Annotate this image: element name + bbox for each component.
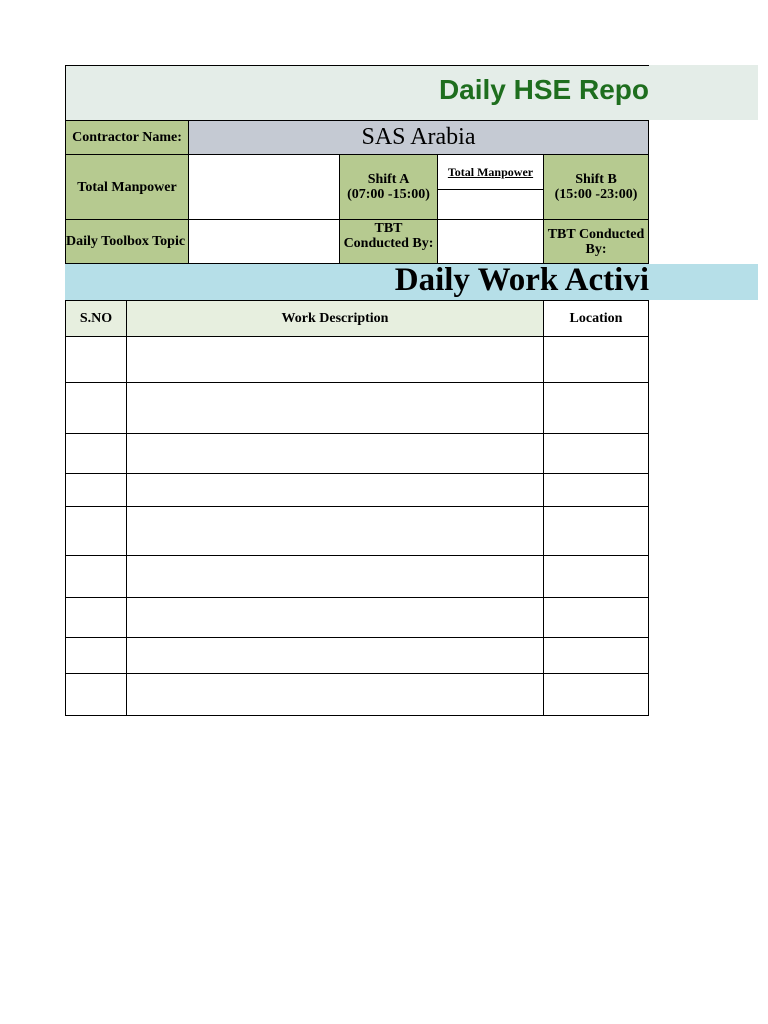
row-work-description-cell[interactable] <box>126 673 544 716</box>
shift-a-hours: (07:00 -15:00) <box>347 187 430 202</box>
row-work-description-cell[interactable] <box>126 506 544 556</box>
tbt-b-line2: By: <box>585 241 607 257</box>
row-work-description-cell[interactable] <box>126 637 544 674</box>
col-header-sno: S.NO <box>65 300 127 337</box>
row-work-description-cell[interactable] <box>126 555 544 598</box>
row-sno-cell[interactable] <box>65 473 127 507</box>
row-work-description-cell[interactable] <box>126 382 544 434</box>
row-sno-cell[interactable] <box>65 336 127 383</box>
report-title: Daily HSE Repo <box>438 74 649 105</box>
total-manpower-label: Total Manpower <box>65 154 189 220</box>
col-header-location: Location <box>543 300 649 337</box>
tbt-b-line1: TBT Conducted <box>547 226 645 242</box>
row-location-cell[interactable] <box>543 382 649 434</box>
shift-total-manpower-label: Total Manpower <box>437 154 544 190</box>
shift-b-hours: (15:00 -23:00) <box>554 187 638 202</box>
row-location-cell[interactable] <box>543 555 649 598</box>
col-header-work-description: Work Description <box>126 300 544 337</box>
shift-total-manpower-value[interactable] <box>437 189 544 220</box>
contractor-name-value[interactable]: SAS Arabia <box>188 120 649 155</box>
row-location-cell[interactable] <box>543 506 649 556</box>
row-location-cell[interactable] <box>543 673 649 716</box>
row-location-cell[interactable] <box>543 336 649 383</box>
shift-b-name: Shift B <box>575 172 617 187</box>
section-title: Daily Work Activi <box>394 264 649 298</box>
total-manpower-value[interactable] <box>188 154 340 220</box>
row-work-description-cell[interactable] <box>126 597 544 638</box>
tbt-a-line2: Conducted By: <box>343 236 434 251</box>
row-location-cell[interactable] <box>543 597 649 638</box>
row-work-description-cell[interactable] <box>126 433 544 474</box>
row-location-cell[interactable] <box>543 637 649 674</box>
row-sno-cell[interactable] <box>65 555 127 598</box>
shift-a-name: Shift A <box>367 172 410 187</box>
row-sno-cell[interactable] <box>65 597 127 638</box>
tbt-conducted-by-a-label <box>339 219 438 264</box>
row-sno-cell[interactable] <box>65 382 127 434</box>
row-work-description-cell[interactable] <box>126 336 544 383</box>
tbt-conducted-by-a-value[interactable] <box>437 219 544 264</box>
row-sno-cell[interactable] <box>65 433 127 474</box>
contractor-name-label: Contractor Name: <box>65 120 189 155</box>
shift-a-label <box>339 154 438 220</box>
tbt-a-line1: TBT <box>374 221 403 236</box>
section-clip <box>65 264 649 300</box>
toolbox-topic-label: Daily Toolbox Topic <box>65 219 189 264</box>
row-work-description-cell[interactable] <box>126 473 544 507</box>
shift-b-label <box>543 154 649 220</box>
row-sno-cell[interactable] <box>65 637 127 674</box>
toolbox-topic-value[interactable] <box>188 219 340 264</box>
tbt-conducted-by-b-label <box>543 219 649 264</box>
row-sno-cell[interactable] <box>65 673 127 716</box>
row-sno-cell[interactable] <box>65 506 127 556</box>
row-location-cell[interactable] <box>543 473 649 507</box>
row-location-cell[interactable] <box>543 433 649 474</box>
title-clip <box>65 65 649 120</box>
